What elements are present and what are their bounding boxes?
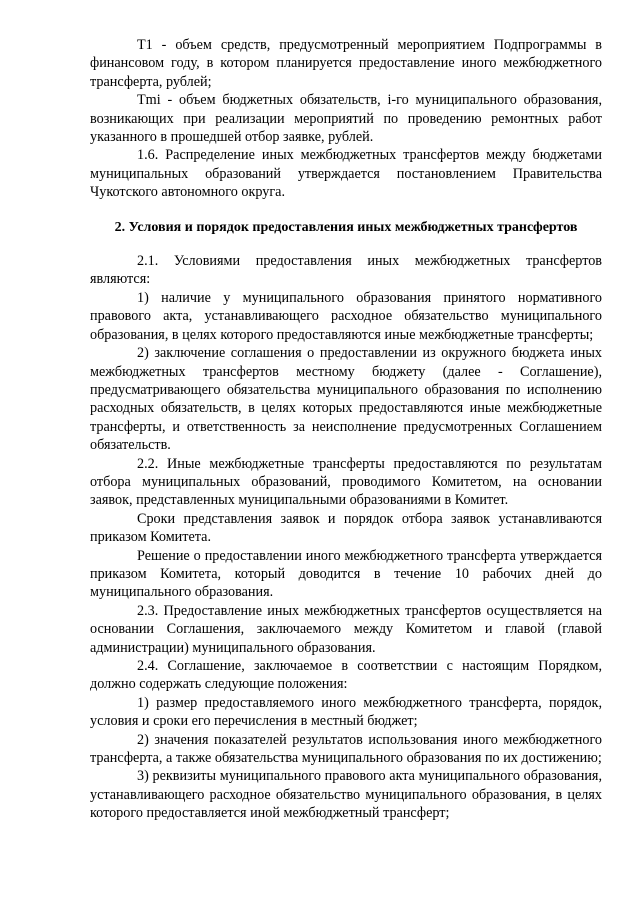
paragraph-2-1-item-2: 2) заключение соглашения о предоставлении из окружного бюджета иных межбюджетных трансфертов местному бюджету (далее - Соглашение), предусматривающего обязательства муниципального образования по исполнению расходных обязательств, в целях которых предоставляются иные межбюджетные трансферты, и ответственность за неисполнение предусмотренных Соглашением обязательств. — [90, 345, 602, 454]
section-heading: 2. Условия и порядок предоставления иных межбюджетных трансфертов — [114, 219, 578, 235]
paragraph-2-4-item-3: 3) реквизиты муниципального правового акта муниципального образования, устанавливающего расходное обязательство муниципального образования, в целях которого предоставляется иной межбюджетный трансферт; — [90, 768, 602, 822]
paragraph-2-2: 2.2. Иные межбюджетные трансферты предоставляются по результатам отбора муниципальных образований, проводимого Комитетом, на основании заявок, представленных муниципальными образованиями в Комитет. — [90, 455, 602, 509]
paragraph-t1-definition: T1 - объем средств, предусмотренный мероприятием Подпрограммы в финансовом году, в котором планируется предоставление иного межбюджетного трансферта, рублей; — [90, 37, 602, 90]
paragraph-2-2-deadlines: Сроки представления заявок и порядок отбора заявок устанавливаются приказом Комитета. — [90, 510, 602, 546]
paragraph-tmi-definition: Tmi - объем бюджетных обязательств, i-го муниципального образования, возникающих при реализации мероприятий по проведению ремонтных работ указанного в прошедшей отбор заявке, рублей. — [90, 92, 602, 146]
paragraph-2-4-item-2: 2) значения показателей результатов использования иного межбюджетного трансферта, а также обязательства муниципального образования по их достижению; — [90, 731, 602, 767]
document-body — [90, 36, 602, 823]
paragraph-2-1-item-1: 1) наличие у муниципального образования принятого нормативного правового акта, устанавливающего расходное обязательство муниципального образования, в целях которого предоставляются иные межбюджетные трансферты; — [90, 289, 602, 343]
paragraph-1-6: 1.6. Распределение иных межбюджетных трансфертов между бюджетами муниципальных образований утверждается постановлением Правительства Чукотского автономного округа. — [90, 147, 602, 201]
paragraph-2-1: 2.1. Условиями предоставления иных межбюджетных трансфертов являются: — [90, 253, 602, 288]
paragraph-2-2-decision: Решение о предоставлении иного межбюджетного трансферта утверждается приказом Комитета, который доводится в течение 10 рабочих дней до муниципального образования. — [90, 547, 602, 601]
paragraph-2-4-item-1: 1) размер предоставляемого иного межбюджетного трансферта, порядок, условия и сроки его перечисления в местный бюджет; — [90, 694, 602, 730]
paragraph-2-3: 2.3. Предоставление иных межбюджетных трансфертов осуществляется на основании Соглашения, заключаемого между Комитетом и главой (главой администрации) муниципального образования. — [90, 602, 602, 656]
paragraph-2-4: 2.4. Соглашение, заключаемое в соответствии с настоящим Порядком, должно содержать следующие положения: — [90, 658, 602, 693]
